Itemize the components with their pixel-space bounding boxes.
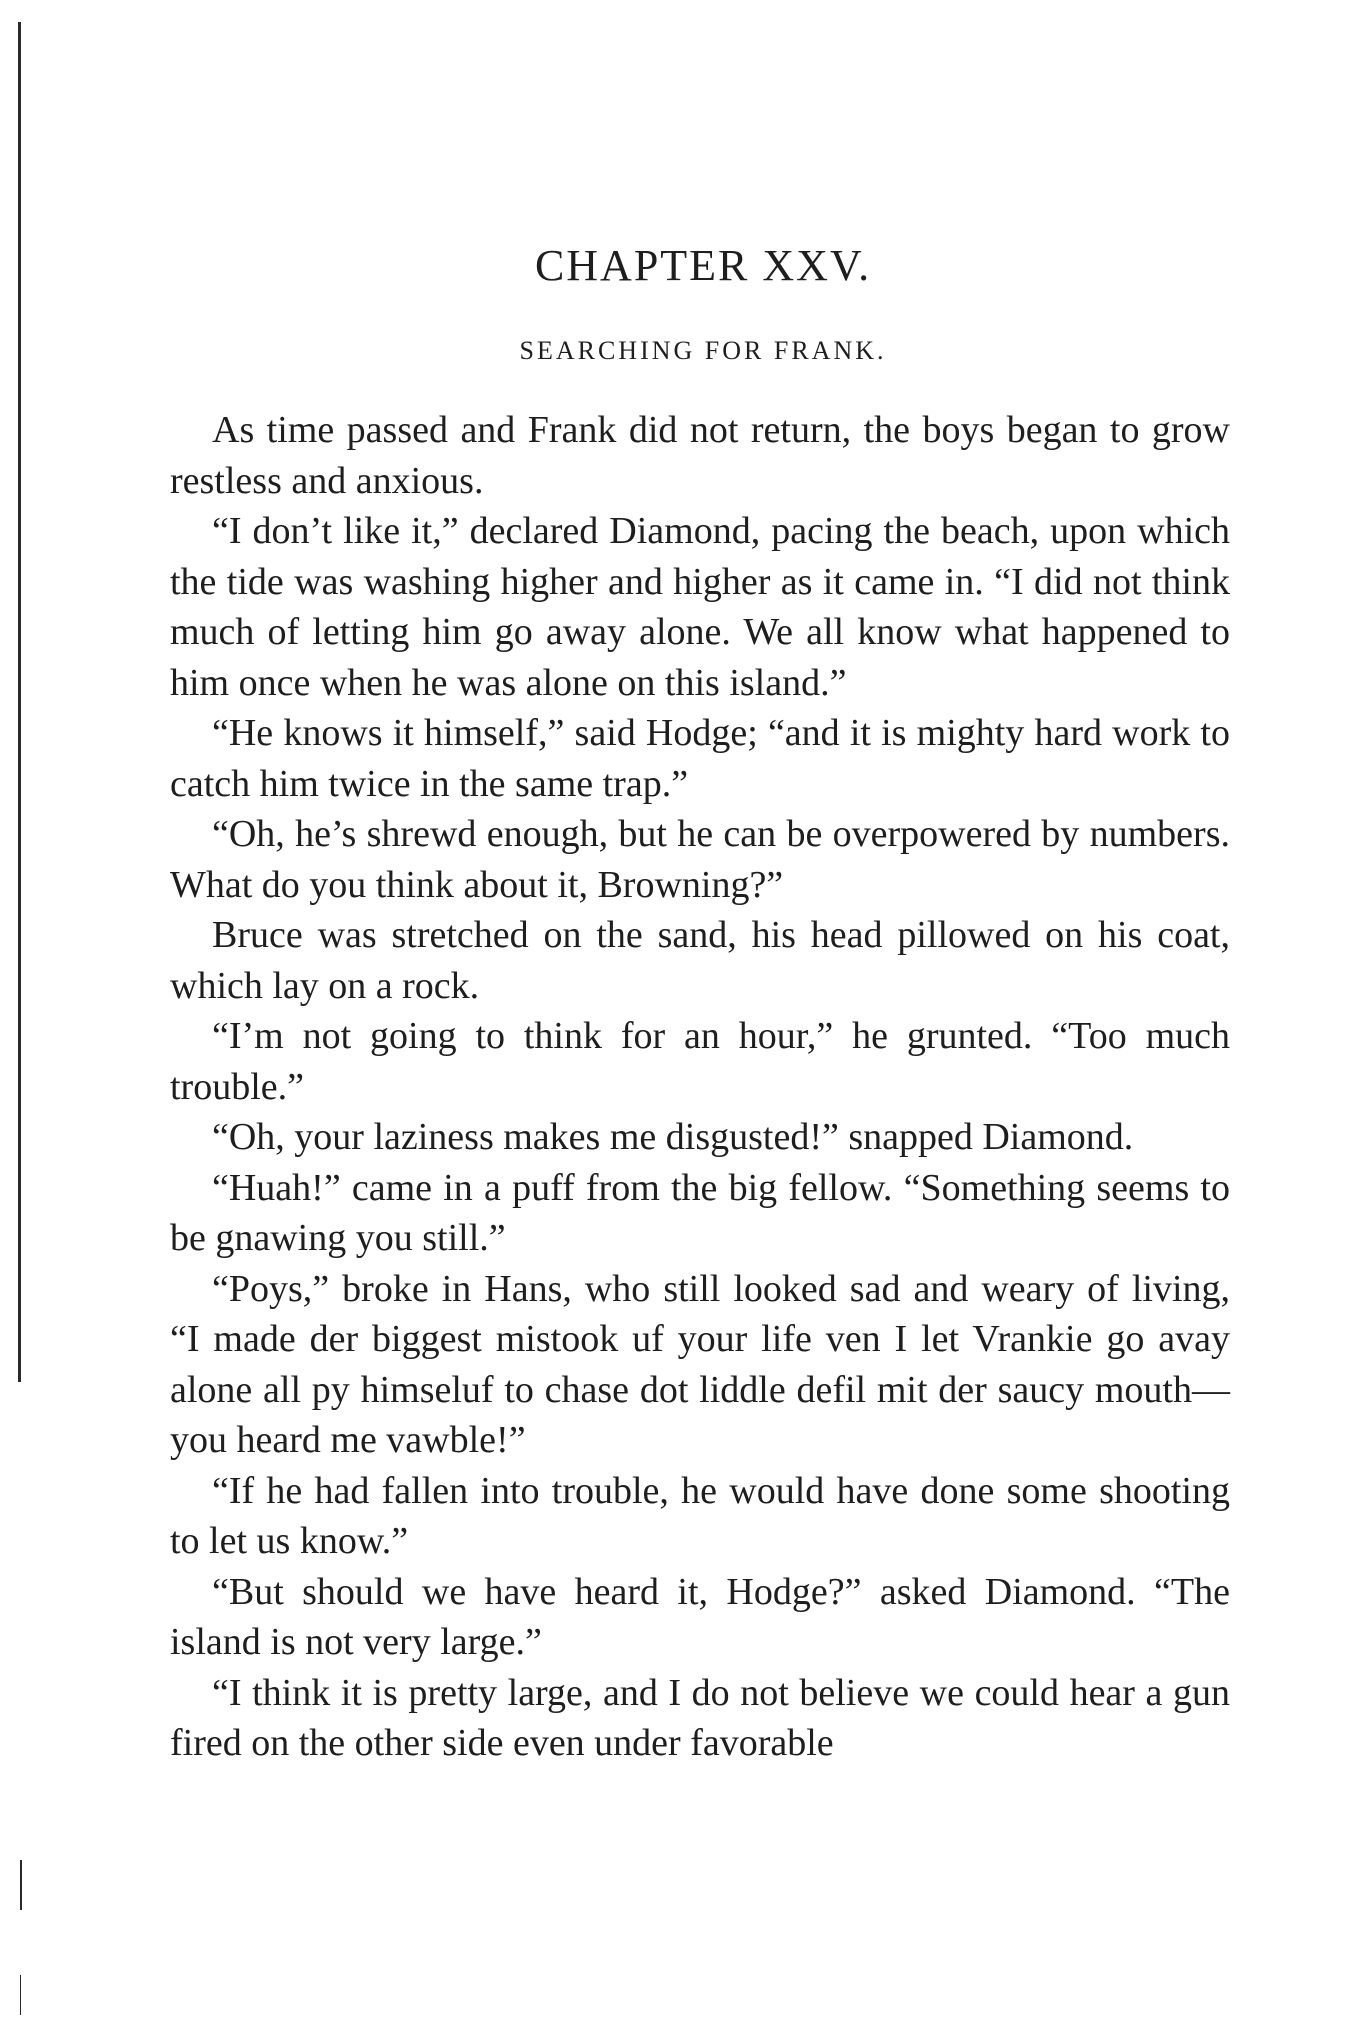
paragraph: “Huah!” came in a puff from the big fellow. “Something seems to be gnawing you still.” [170, 1166, 1230, 1259]
paragraph: “But should we have heard it, Hodge?” asked Diamond. “The island is not very large.” [170, 1570, 1230, 1663]
chapter-body [170, 405, 1230, 1769]
page-margin-mark [20, 1975, 21, 2015]
page-margin-mark [20, 1860, 22, 1910]
chapter-subtitle: SEARCHING FOR FRANK. [519, 336, 887, 365]
paragraph: “Oh, your laziness makes me disgusted!” snapped Diamond. [212, 1116, 1134, 1158]
paragraph: “If he had fallen into trouble, he would have done some shooting to let us know.” [170, 1469, 1230, 1562]
chapter-title: CHAPTER XXV. [534, 241, 872, 290]
paragraph: “I’m not going to think for an hour,” he grunted. “Too much trouble.” [170, 1015, 1230, 1108]
paragraph: As time passed and Frank did not return, the boys began to grow restless and anxious. [170, 409, 1230, 502]
paragraph: “He knows it himself,” said Hodge; “and it is mighty hard work to catch him twice in the same trap.” [170, 712, 1230, 805]
page-binding-edge [18, 22, 21, 1382]
paragraph: “Oh, he’s shrewd enough, but he can be overpowered by numbers. What do you think about it, Browning?” [170, 813, 1230, 906]
paragraph: Bruce was stretched on the sand, his head pillowed on his coat, which lay on a rock. [170, 914, 1230, 1007]
paragraph: “I don’t like it,” declared Diamond, pacing the beach, upon which the tide was washing higher and higher as it came in. “I did not think much of letting him go away alone. We all know what happened to him once when he was alone on this island.” [170, 510, 1230, 704]
paragraph: “Poys,” broke in Hans, who still looked sad and weary of living, “I made der biggest mistook uf your life ven I let Vrankie go avay alone all py himseluf to chase dot liddle defil mit der saucy mouth—you heard me vawble!” [170, 1267, 1230, 1461]
paragraph: “I think it is pretty large, and I do not believe we could hear a gun fired on the other side even under favorable [170, 1671, 1230, 1764]
